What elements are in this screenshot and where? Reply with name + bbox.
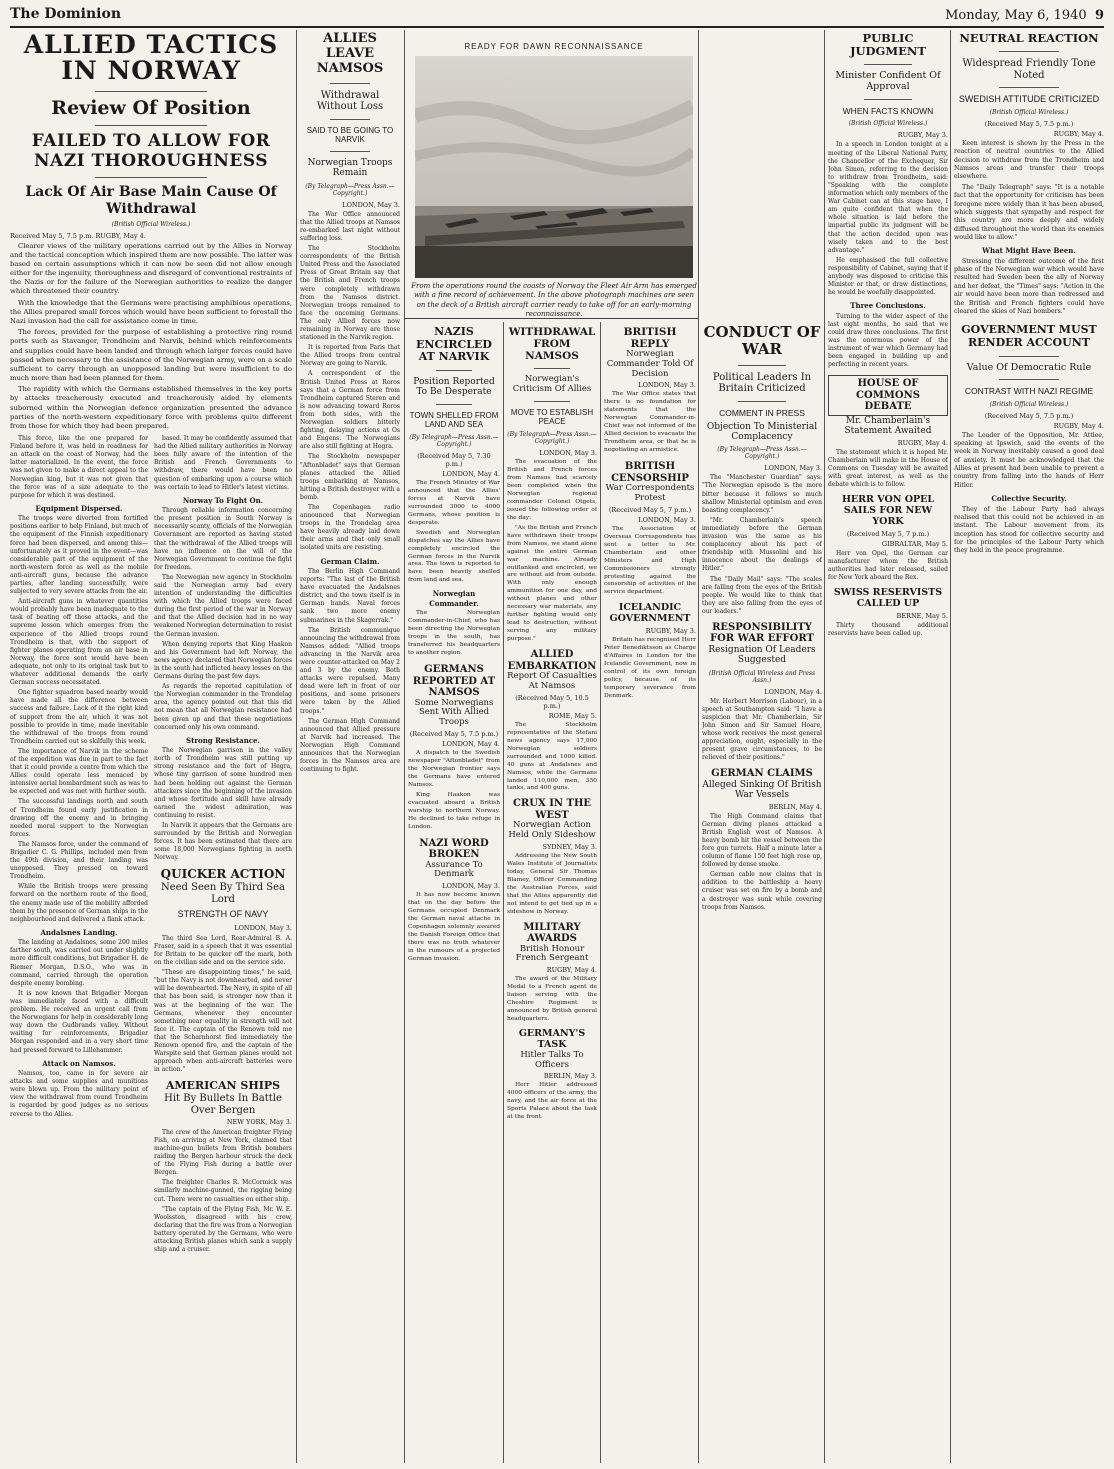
divider	[95, 125, 208, 126]
article-body	[507, 459, 597, 644]
dateline: (Received May 5, 10.5 p.m.)	[515, 693, 589, 710]
article-body	[828, 141, 948, 369]
article-subhead: Need Seen By Third Sea Lord	[160, 882, 286, 905]
masthead	[10, 6, 1104, 28]
divider	[534, 401, 570, 402]
dateline: LONDON, May 4.	[442, 469, 500, 478]
column-rule	[824, 30, 825, 1463]
divider	[999, 51, 1059, 52]
article-body	[702, 698, 822, 763]
article-subhead: Widespread Friendly Tone Noted	[962, 58, 1096, 81]
article-subhead: Norwegian Action Held Only Sideshow	[508, 820, 596, 841]
article-deck: SAID TO BE GOING TO NARVIK	[306, 125, 394, 145]
article-body	[604, 526, 696, 598]
article-deck: STRENGTH OF NAVY	[177, 909, 269, 920]
dateline: (Received May 5, 7.30 p.m.)	[417, 451, 491, 468]
article-deck: WHEN FACTS KNOWN	[842, 106, 934, 117]
article-body	[604, 391, 696, 455]
divider	[999, 356, 1059, 357]
article-body	[10, 435, 148, 1256]
credit-line: (By Telegraph—Press Assn.—Copyright.)	[507, 430, 597, 445]
dateline: RUGBY, May 3.	[897, 131, 948, 140]
credit-line: (British Official Wireless.)	[848, 120, 928, 128]
paragraph: The forces, provided for the purpose of establishing a protective ring round ports such as Stavanger, Trondheim and Narvik, behind which reinforcements and supplies could have been landed and through which larger forces could have passed when necessary to the assistance of the Norwegian army, were on a scale sufficient to carry through an unopposed landing but were insufficient to do much more than had been planned for them.	[10, 328, 292, 383]
paragraph: The crew of the American freighter Flying Fish, on arriving at New York, claimed that machine-gun bullets from British bombers raiding the Bergen harbour struck the deck of the Flying Fish during a battle over Bergen.	[154, 1128, 292, 1177]
paragraph: One fighter squadron based nearby would have made all the difference between success and failure. Lack of it the right kind of support from the air, which it was not possible to provide in time, made inevitable the withdrawal of the troops from round Trondheim carried out so skilfully this week.	[10, 689, 148, 745]
column-rule	[503, 322, 504, 1463]
article-body	[408, 480, 500, 658]
paragraph: The British communique announcing the withdrawal from Namsos added: "Allied troops advancing in the Narvik area were counter-attacked on May 2 and 3 by the enemy. Both attacks were repulsed. Many dead were left in front of our positions, and some prisoners were taken by the Allied troops."	[300, 626, 400, 715]
paragraph: The successful landings north and south of Trondheim found early justification in drawing off the enemy and in bringing needed moral support to the Norwegian forces.	[10, 798, 148, 838]
article-neutral-reaction	[954, 30, 1104, 1463]
article-body	[154, 435, 292, 1256]
paragraph: Britain has recognised Herr Peter Benediktsson as Charge d'Affaires in London for the Icelandic Government, now in control of its own foreign policy, because of its temporary severance from Denmark.	[604, 637, 696, 700]
article-headline: NEUTRAL REACTION	[959, 31, 1099, 45]
article-conduct-of-war	[702, 322, 822, 1463]
paragraph: The Namsos force, under the command of Brigadier C. G. Phillips, included men from the 49th division, and their landing was unopposed. They pressed on toward Trondheim.	[10, 840, 148, 881]
divider	[436, 370, 473, 371]
divider	[738, 401, 786, 402]
paragraph: The Copenhagen radio announced that Norwegian troops in the Trondelag area have heavily already laid down their arms and that only small isolated units are resisting.	[300, 503, 400, 552]
paragraph: Stressing the different outcome of the first phase of the Norwegian war which would have resulted had Sweden been the ally of Norway and her defeat, the "Times" says: "Action in the air would have been more than redressed and the British and French fighters could have cleared the skies of Nazi bombers."	[954, 257, 1104, 315]
paragraph: A correspondent of the British United Press at Roros says that a German force from Trondheim captured Steren and is now advancing toward Roros from both sides, with the Norwegian soldiers bitterly fighting, delaying actions at Os and Engens. The Norwegians are also still fighting at Hegra.	[300, 370, 400, 451]
article-body	[507, 976, 597, 1024]
divider	[330, 119, 370, 120]
paragraph: Herr von Opel, the German car manufacturer whom the British authorities had later released, sailed for New York aboard the Rex.	[828, 549, 948, 582]
divider	[95, 177, 208, 178]
article-nazis-encircled	[408, 322, 500, 1463]
dateline: NEW YORK, May 3.	[226, 1118, 292, 1127]
lead-subhead: Review Of Position	[51, 96, 251, 119]
photo-caption: From the operations round the coasts of Norway the Fleet Air Arm has emerged with a fine record of achievement. In the above photograph machines are seen on the deck of a British aircraft carrier ready to take off for an early-morning reconnaissance.	[411, 282, 697, 319]
dateline: (Received May 5, 7.5 p.m.)	[984, 120, 1074, 129]
column-rule	[600, 322, 601, 1463]
paragraph: The "Manchester Guardian" says: "The Norwegian episode is the more bitter because it follows so much shallow Ministerial optimism and even boasting complacency."	[702, 474, 822, 514]
dateline: LONDON, May 3.	[539, 448, 597, 457]
article-subhead: Resignation Of Leaders Suggested	[708, 644, 816, 666]
paragraph: It is now known that Brigadier Morgan was immediately faced with a difficult problem. He received an urgent call from the Norwegians for help in considerably long way down the Gudbrands valley. Without waiting for reinforcements, Brigadier Morgan responded and in a very short time had pressed forward to Lillehammer.	[10, 989, 148, 1054]
article-headline: CONDUCT OF WAR	[703, 323, 821, 359]
article-headline: GERMANY'S TASK	[518, 1028, 586, 1050]
divider	[999, 87, 1059, 88]
divider	[864, 99, 912, 100]
article-public-judgment	[828, 30, 948, 1463]
paragraph: Thirty thousand additional reservists have been called up.	[828, 621, 948, 638]
issue-date: Monday, May 6, 1940	[945, 8, 1087, 23]
article-body	[702, 813, 822, 912]
article-deck: SWEDISH ATTITUDE CRITICIZED	[958, 94, 1100, 105]
dateline: LONDON, May 4.	[442, 739, 500, 748]
section-subhead: Equipment Dispersed.	[35, 503, 123, 513]
paragraph: The award of the Military Medal to a French agent de liaison serving with the Cheshire Regiment is announced by British general headquarters.	[507, 976, 597, 1023]
dateline: LONDON, May 3.	[342, 200, 400, 209]
article-subhead: Hit By Bullets In Battle Over Bergen	[164, 1093, 282, 1116]
paragraph: It has now become known that on the day before the Germans occupied Denmark the German naval attache in Copenhagen solemnly assured the Danish Foreign Office that there was no truth whatever in the rumours of a projected German invasion.	[408, 892, 500, 962]
article-body	[507, 1082, 597, 1122]
article-headline: ALLIED EMBARKATION	[507, 649, 597, 672]
column-rule	[950, 30, 951, 1463]
paragraph: The landing at Andalsnes, some 200 miles farther south, was carried out under slightly more difficult conditions, but Brigadier H. de Riemer Morgan, D.S.O., who was in command, carried through the operation despite enemy bombing.	[10, 939, 148, 987]
dateline: RUGBY, May 4.	[897, 438, 948, 447]
paragraph: The Norwegian Commander-in-Chief, who has been directing the Norwegian troops in the south, has transferred his headquarters to another region.	[408, 610, 500, 657]
article-headline: GOVERNMENT MUST RENDER ACCOUNT	[961, 323, 1097, 349]
paragraph: It is reported from Paris that the Allied troops from central Norway are going to Narvik.	[300, 344, 400, 368]
two-column-body	[10, 433, 292, 1258]
dateline: ROME, May 5.	[548, 711, 597, 720]
credit-line: (British Official Wireless.)	[111, 220, 191, 228]
dateline: LONDON, May 3.	[442, 882, 500, 891]
paragraph: In a speech in London tonight at a meeting of the Liberal National Party, the Chancellor of the Exchequer, Sir John Simon, referring to the decision to withdraw from Trondheim, said: "Speaking with the complete information which only members of the War Cabinet can at this stage have, I am quite confident that when the whole situation is laid before the impartial public its judgment will be that the action decided upon was wisely taken and to the best advantage."	[828, 141, 948, 254]
paragraph: The evacuation of the British and French forces from Namsos had scarcely been completed when the Norwegian regional commander Colonel Otgets, issued the following order of the day:	[507, 458, 597, 521]
article-body	[954, 140, 1104, 316]
aircraft-carrier-image	[415, 56, 693, 278]
paragraph: The troops were diverted from fortified positions earlier to help Finland, but much of the equipment of the Finnish expeditionary force had been dispersed, and among this—unfortunately as it proved in the event—was considerable part of the equipment of the north-western force as well as the mobile anti-aircraft guns, because the advance parties, after landing successfully, were subjected to very severe attacks from the air.	[10, 515, 148, 596]
dateline: LONDON, May 3.	[234, 924, 292, 933]
divider	[864, 64, 912, 65]
article-subhead: War Correspondents Protest	[605, 483, 695, 503]
dateline: LONDON, May 3.	[638, 381, 696, 390]
article-body	[408, 750, 500, 832]
dateline: RUGBY, May 4.	[546, 966, 597, 975]
article-body	[507, 853, 597, 917]
paragraph: Namsos, too, came in for severe air attacks and some supplies and munitions were blown up. From the military point of view the withdrawal from round Trondheim is regarded by good judges as no serious reverse to the Allies.	[10, 1070, 148, 1118]
section-subhead: Norwegian Commander.	[429, 589, 479, 608]
article-body	[954, 432, 1104, 556]
article-subhead: Report Of Casualties At Namsos	[507, 671, 597, 691]
paragraph: King Haakon was evacuated aboard a British warship to northern Norway. He declined to take refuge in London.	[408, 791, 500, 830]
paragraph: In Narvik it appears that the Germans are surrounded by the British and Norwegian forces. It has been estimated that there are some 18,000 Norwegians fighting in north Norway.	[154, 821, 292, 862]
paragraph: As regards the reported capitulation of the Norwegian commander in the Trondelag area, the agency pointed out that this did not mean that all Norwegian resistance had been given up and that these negotiations concerned only his own command.	[154, 683, 292, 731]
article-deck: TOWN SHELLED FROM LAND AND SEA	[409, 410, 499, 430]
article-headline: BRITISH REPLY	[623, 326, 677, 351]
photo-title: READY FOR DAWN RECONNAISSANCE	[464, 42, 644, 51]
paragraph: The Leader of the Opposition, Mr. Attlee, speaking at Ipswich, said the events of the week in Norway inevitably caused a good deal of anxiety. It must be acknowledged that the Allies at present had been unable to prevent a country from falling into the hands of Herr Hitler.	[954, 431, 1104, 489]
dateline: LONDON, May 3.	[638, 515, 696, 524]
paragraph: The Stockholm correspondents of the British United Press and the Associated Press of Great Britain say that the British and French troops were completely withdrawn from the Namsos district. Norwegian troops remained to face the oncoming Germans. The only Allied forces now remaining in Norway are those stationed in the Narvik region.	[300, 245, 400, 342]
article-body	[507, 722, 597, 794]
paragraph: The Stockholm newspaper "Aftonbladet" says that German planes attacked the Allied troops embarking at Namsos, hitting a British destroyer with a bomb.	[300, 453, 400, 501]
dateline: SYDNEY, May 3.	[542, 842, 597, 851]
paragraph: Herr Hitler addressed 4000 officers of the army, the navy, and the air force at the Sports Palace about the task at the front.	[507, 1082, 597, 1121]
credit-line: (By Telegraph—Press Assn.—Copyright.)	[305, 182, 395, 197]
section-subhead: Andalsnes Landing.	[40, 927, 118, 937]
paragraph: He emphasised the full collective responsibility of Cabinet, saying that if anybody was disposed to criticise this Minister or that, or draw distinctions, he would be woefully disappointed.	[828, 256, 948, 297]
paragraph: Addressing the New South Wales Institute of Journalists today, General Sir Thomas Blamey, Officer Commanding the Australian Forces, said that the Allies apparently did not intend to get tied up in a sideshow in Norway.	[507, 852, 597, 915]
article-subhead: Norwegian's Criticism Of Allies	[512, 374, 592, 394]
article-body	[702, 474, 822, 616]
newspaper-title: The Dominion	[10, 6, 122, 22]
article-deck: MOVE TO ESTABLISH PEACE	[510, 407, 594, 427]
dateline: Received May 5, 7.5 p.m. RUGBY, May 4.	[10, 231, 146, 240]
divider	[330, 151, 370, 152]
section-subhead: Attack on Namsos.	[42, 1058, 116, 1068]
dateline: RUGBY, May 3.	[645, 627, 696, 636]
paragraph: The War Office states that there is no foundation for statements that the Norwegian Commander-in-Chief was not informed of the Allied decision to evacuate the Trondheim area, or that he is negotiating an armistice.	[604, 391, 696, 454]
column-rule	[296, 30, 297, 1463]
credit-line: (British Official Wireless and Press Assn.)	[708, 669, 816, 684]
paragraph: The third Sea Lord, Rear-Admiral B. A. Fraser, said in a speech that it was essential for Britain to be quicker off the mark, both on the civilian side and on the service side.	[154, 934, 292, 967]
article-body	[828, 622, 948, 638]
article-deck: CONTRAST WITH NAZI REGIME	[964, 386, 1094, 397]
dateline: BERLIN, May 4.	[768, 802, 822, 811]
divider	[999, 379, 1059, 380]
dateline: GIBRALTAR, May 5.	[881, 539, 948, 548]
paragraph: based. It may be confidently assumed that had the Allied military authorities in Norway been fully aware of the intention of the British and French Governments to withdraw, there would have been no question of embarking upon a course which was certain to lead to Hitler's latest victims.	[154, 435, 292, 491]
article-headline: GERMAN CLAIMS	[711, 768, 813, 780]
article-headline: NAZIS ENCIRCLED AT NARVIK	[416, 325, 492, 364]
dateline: LONDON, May 4.	[764, 687, 822, 696]
divider	[534, 368, 570, 369]
paragraph: Clearer views of the military operations carried out by the Allies in Norway and the tactical conception which inspired them are now possible. The latter was based on certain assumptions which it can now be seen did not allow enough either for the ingenuity, thoroughness and disregard of conventional restraints of the Nazis or for the failure of the Norwegian authorities to realize the danger which threatened their country.	[10, 241, 292, 296]
article-headline: CRUX IN THE WEST	[512, 798, 592, 821]
article-headline: GERMANS REPORTED AT NAMSOS	[412, 664, 496, 699]
article-headline: HOUSE OF COMMONS DEBATE	[828, 375, 948, 416]
dateline: BERLIN, May 3.	[543, 1072, 597, 1081]
dateline: RUGBY, May 4.	[1053, 421, 1104, 430]
paragraph: While the British troops were pressing forward on the northern route of the flood, the enemy made use of the mobility afforded them by the presence of German ships in the neighbourhood and delivered a flank attack.	[10, 883, 148, 923]
paragraph: The freighter Charles R. McCormick was similarly machine-gunned, the rigging being cut. There were no casualties on either ship.	[154, 1179, 292, 1203]
paragraph: Swedish and Norwegian dispatches say the Allies have completely encircled the German forces in the Narvik area. The town is reported to have been heavily shelled from land and sea.	[408, 529, 500, 584]
article-subhead: Norwegian Troops Remain	[307, 158, 393, 179]
article-headline: WITHDRAWAL FROM NAMSOS	[508, 326, 596, 363]
article-body	[10, 242, 292, 431]
paragraph: Turning to the wider aspect of the last eight months, he said that we could draw three conclusions. The first was the enormous power of the instrument of war which Germany had been engaged in building up and perfecting in recent years.	[828, 312, 948, 369]
article-headline: ICELANDIC GOVERNMENT	[609, 602, 691, 625]
paragraph: The statement which it is hoped Mr. Chamberlain will make in the House of Commons on Tuesday will be awaited with great interest, as well as the debate which is to follow.	[828, 448, 948, 488]
paragraph: German cable now claims that in addition to the battleship a heavy cruiser was set on fire by a bomb and a destroyer was sunk while covering troops from Namsos.	[702, 871, 822, 911]
paragraph: "The captain of the Flying Fish, Mr. W. E. Woolsston, disagreed with his crew, declaring that the fire was from a Norwegian battery operated by the Germans, who were attacking British planes which sank a supply ship and a cruiser.	[154, 1205, 292, 1254]
dateline: LONDON, May 3.	[764, 464, 822, 473]
page-number: 9	[1094, 8, 1104, 23]
paragraph: Through reliable information concerning the present position in South Norway is necessarily scanty, officials of the Norwegian Government are reported as having stated that the withdrawal of the Allied troops will have no influence on the will of the Norwegian Government to continue the fight for freedom.	[154, 507, 292, 571]
section-subhead: Collective Security.	[991, 494, 1067, 504]
paragraph: Keen interest is shown by the Press in the reaction of neutral countries to the Allied decision to withdraw from the Trondheim and Namsos areas and transfer their troops elsewhere.	[954, 140, 1104, 181]
paragraph: The Stockholm representative of the Stefani news agency says 17,000 Norwegian soldiers surrounded and 1000 killed. 40 guns at Andalsnes and Namsos, while the Germans landed 110,000 men, 350 tanks, and 400 guns.	[507, 721, 597, 792]
dateline: (Received May 5, 7 p.m.)	[608, 505, 692, 514]
article-subhead: Value Of Democratic Rule	[966, 361, 1092, 373]
article-subhead: Some Norwegians Sent With Allied Troops	[414, 697, 494, 728]
article-subhead: Mr. Chamberlain's Statement Awaited	[844, 415, 932, 437]
article-headline: NAZI WORD BROKEN	[419, 837, 489, 861]
paragraph: With the knowledge that the Germans were practising amphibious operations, the Allies prepared small forces which would have been sufficient to forestall the Nazi invasion had the call for assistance come in time.	[10, 298, 292, 325]
paragraph: The rapidity with which the Germans established themselves in the key ports by attacks treacherously executed and treacherously aided by elements suborned within the Norwegian defence organization presented the advance parties of the north-western expeditionary force with problems quite different from those for which they had been prepared.	[10, 385, 292, 430]
section-subhead: Norway To Fight On.	[182, 495, 264, 505]
article-headline: ALLIES LEAVE NAMSOS	[316, 31, 384, 76]
paragraph: The "Daily Mail" says: "The scales are falling from the eyes of the British people. We would like to think that they are also falling from the eyes of our leaders."	[702, 575, 822, 615]
paragraph: Anti-aircraft guns in whatever quantities would probably have been inadequate to the task of beating off those attacks, and the supreme lesson which emerges from the experience of the Allied troops round Trondheim is that, with the support of fighter planes operating from an air base in Norway, the force sent would have been adequate, not only to its original task but to whatever additional demands the early German success necessitated.	[10, 598, 148, 687]
article-british-reply	[604, 322, 696, 1463]
paragraph: The importance of Narvik in the scheme of the expedition was due in part to the fact that it could provide a centre from which the Allies could operate less menaced by intensive aerial bombardment such as was to be expected and was met with further south.	[10, 747, 148, 796]
article-headline: MILITARY AWARDS	[523, 921, 581, 945]
article-withdrawal-namsos	[507, 322, 597, 1463]
dateline: (Received May 5, 7.5 p.m.)	[409, 729, 499, 738]
section-subhead: Three Conclusions.	[850, 301, 926, 311]
paragraph: The Berlin High Command reports: "The last of the British have evacuated the Andalsnes district, and the town itself is in German hands. Naval forces sank two more enemy submarines in the Skagerrak."	[300, 567, 400, 624]
lead-deck: FAILED TO ALLOW FOR NAZI THOROUGHNESS	[31, 131, 271, 171]
column-rule	[404, 30, 405, 1463]
paragraph: They of the Labour Party had always realised that this could not be achieved in an instant. The Labour movement from its inception has stood for collective security and for the principles of the Labour Party which they held in the peace programme.	[954, 505, 1104, 555]
paragraph: The High Command claims that German diving planes attacked a British English west of Namsos. A heavy bomb hit the vessel between the fore gun turrets. Half a minute later a column of flame 150 feet high rose up, followed by dense smoke.	[702, 812, 822, 869]
paragraph: The Norwegian garrison in the valley north of Trondheim was still putting up strong resistance and the fort of Hegra, whose tiny garrison of some hundred men had been holding out against the German attackers since the beginning of the invasion and whose fortitude and skill have already earned the widest admiration, was continuing to resist.	[154, 747, 292, 819]
credit-line: (British Official Wireless.)	[989, 109, 1069, 117]
article-headline: PUBLIC JUDGMENT	[850, 31, 926, 59]
paragraph: When denying reports that King Haakon and his Government had left Norway, the news agency declared that Norwegian forces in the south had inflicted heavy losses on the Germans during the past few days.	[154, 640, 292, 681]
divider	[738, 365, 786, 366]
paragraph: The German High Command announced that Allied pressure at Narvik had increased. The Norwegian High Command announces that the Norwegian forces in the Namsos area are continuing to fight.	[300, 717, 400, 774]
article-subhead: Assurance To Denmark	[425, 859, 483, 880]
article-headline: QUICKER ACTION	[160, 867, 286, 882]
paragraph: The Association of Overseas Correspondents has sent a letter to Mr. Chamberlain and other Ministers and High Commissioners strongly protesting against the censorship of activities of the service department.	[604, 525, 696, 596]
reconnaissance-photo	[415, 56, 693, 278]
article-deck: COMMENT IN PRESS	[719, 407, 805, 418]
article-headline: AMERICAN SHIPS	[165, 1079, 281, 1093]
article-subhead: Withdrawal Without Loss	[316, 89, 384, 113]
lead-headline: ALLIED TACTICS IN NORWAY	[23, 30, 279, 86]
article-subhead: Alleged Sinking Of British War Vessels	[702, 779, 822, 801]
article-body	[408, 892, 500, 964]
paragraph: "Mr. Chamberlain's speech immediately before the German invasion was the same as his complacency about his pact of friendship with Mussolini and his innocence about the dealings of Hitler."	[702, 516, 822, 573]
article-body	[828, 449, 948, 489]
credit-line: (By Telegraph—Press Assn.—Copyright.)	[409, 433, 499, 448]
paragraph: The War Office announced that the Allied troops at Namsos re-embarked last night without suffering loss.	[300, 210, 400, 242]
article-subhead: Norwegian Commander Told Of Decision	[606, 349, 694, 379]
divider	[95, 91, 208, 92]
section-subhead: What Might Have Been.	[982, 246, 1076, 256]
credit-line: (British Official Wireless.)	[989, 400, 1069, 408]
dateline: BERNE, May 5.	[896, 611, 948, 620]
article-headline: BRITISH CENSORSHIP	[611, 461, 689, 484]
paragraph: "As the British and French have withdrawn their troops from Namsos, we stand alone against the entire German war machine. Already outflanked and encircled, we are without aid from outside. With only enough ammunition for one day, and without planes and other necessary war materials, any further fighting would only lead to destruction, without serving any military purpose."	[507, 524, 597, 643]
masthead-date	[945, 8, 1104, 23]
article-subhead: Position Reported To Be Desperate	[413, 376, 495, 398]
paragraph: The Norwegian new agency in Stockholm said the Norwegian army had every intention of understanding the difficulties with which the Allied troops were faced during the first period of the war in Norway and that the Allied decision had in no way weakened Norwegian determination to resist the German invasion.	[154, 573, 292, 638]
article-body	[828, 550, 948, 582]
lead-deck-2: Lack Of Air Base Main Cause Of Withdrawal	[25, 184, 277, 217]
article-headline: SWISS RESERVISTS CALLED UP	[833, 587, 943, 610]
divider	[436, 404, 473, 405]
paragraph: "These are disappointing times," he said, "but the Navy is not downhearted, and never will be downhearted. The Navy, in spite of all that has been said, is stronger now than it was at the beginning of the war. The Germans, whenever they encounter something near equality in strength will not face it. The captain of the Renown told me that the Scharnhorst fled immediately the Renown opened fire, and the captain of the Warspite said that German planes would not approach when anti-aircraft batteries were in action."	[154, 969, 292, 1074]
article-allies-leave-namsos	[300, 30, 400, 1463]
article-subhead: Minister Confident Of Approval	[835, 70, 941, 93]
credit-line: (By Telegraph—Press Assn.—Copyright.)	[717, 446, 807, 461]
article-subhead: Objection To Ministerial Complacency	[706, 421, 818, 443]
paragraph: A dispatch to the Swedish newspaper "Aftonbladet" from the Norwegian frontier says the Germans have entered Namsos.	[408, 749, 500, 788]
dateline: (Received May 5, 7.5 p.m.)	[984, 411, 1074, 420]
column-rule	[698, 30, 699, 1463]
article-headline: HERR VON OPEL SAILS FOR NEW YORK	[841, 494, 935, 527]
paragraph: Mr. Herbert Morrison (Labour), in a speech at Southampton said: "I have a suspicion that Mr. Chamberlain, Sir John Simon and Sir Samuel Hoare, whose work receives the most general appreciation, ought, especially in the present grave circumstances, to be relieved of their positions."	[702, 697, 822, 762]
article-subhead: Political Leaders In Britain Criticized	[712, 371, 812, 394]
paragraph: This force, like the one prepared for Finland before it, was held in readiness for an attack on the coast of Norway, had the latter materialized. In the event, the force was not given to make a direct appeal to the Norwegian king, but it was not given that the force was of a size adequate to the purpose for which it was destined.	[10, 435, 148, 499]
section-subhead: German Claim.	[320, 556, 380, 566]
article-subhead: Hitler Talks To Officers	[520, 1049, 584, 1070]
article-headline: RESPONSIBILITY FOR WAR EFFORT	[710, 621, 814, 645]
dateline: (Received May 5, 7 p.m.)	[846, 529, 930, 538]
dateline: RUGBY, May 4.	[1053, 130, 1104, 139]
paragraph: The French Ministry of War announced that the Allies' forces at Narvik have surrounded 3000 to 4000 Germans, whose position is desperate.	[408, 479, 500, 526]
article-body	[300, 211, 400, 775]
divider	[404, 318, 698, 319]
section-subhead: Strong Resistance.	[186, 735, 260, 745]
article-subhead: British Honour French Sergeant	[515, 943, 589, 964]
divider	[330, 83, 370, 84]
paragraph: The "Daily Telegraph" says: "It is a notable fact that the opportunity for criticism has been foregone more widely than it has been abused, which suggests that sympathy and respect for this country are more deeply and widely diffused throughout the world than its enemies would like to allow."	[954, 183, 1104, 241]
article-body	[604, 637, 696, 701]
lead-story	[10, 30, 292, 1463]
